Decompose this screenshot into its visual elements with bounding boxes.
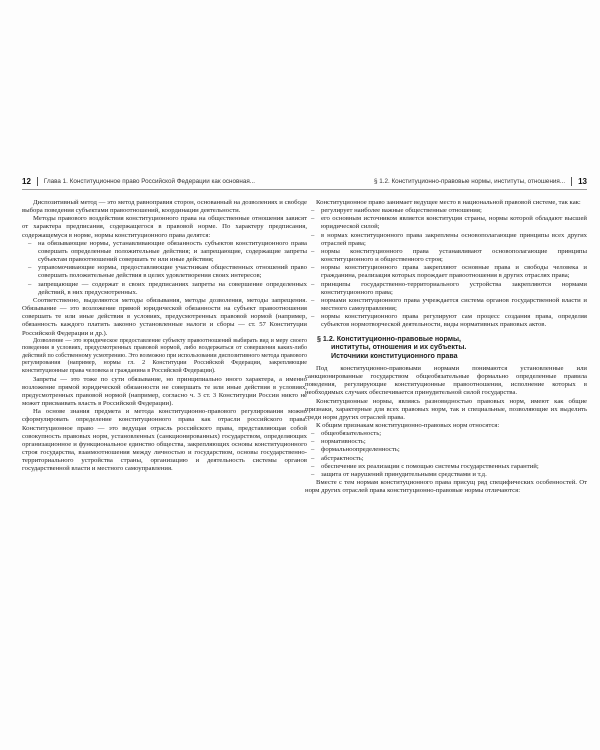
list-dash: – <box>28 239 32 247</box>
list-item <box>311 438 587 446</box>
list-dash: – <box>311 438 315 446</box>
section-heading-line: § 1.2. Конституционно-правовые нормы, <box>317 334 461 343</box>
list-item <box>311 248 587 264</box>
list-item <box>311 430 587 438</box>
paragraph: Соответственно, выделяются методы обязывания, методы дозволения, методы запрещения. Обязывание — это возложение прямой юридической обязанности на субъект правоотношения совершать те или иные действия в условиях, предусмотренных правовой нормой (например, обязанность каждого платить законно установленные налоги и сборы — ст. 57 Конституции Российской Федерации и др.). <box>22 296 307 337</box>
list-item-text: формальноопределенность; <box>321 446 400 454</box>
paragraph: Методы правового воздействия конституционного права на общественные отношения зависят от характера предписания, содержащегося в правовой норме. По характеру предписания, содержащемуся в норме, нормы конституционного права делятся: <box>22 215 307 239</box>
list-item <box>28 264 307 280</box>
running-head-left <box>22 176 307 190</box>
list-item-text: его основным источником является конституция страны, нормы которой обладают высшей юридической силой; <box>321 215 587 231</box>
list-item <box>311 313 587 329</box>
list-dash: – <box>311 470 315 478</box>
list-dash: – <box>311 430 315 438</box>
left-page <box>22 176 307 474</box>
list-item-text: защита от нарушений принудительными средствами и т.д. <box>321 470 487 478</box>
list-item <box>311 471 587 479</box>
list-dash: – <box>311 280 315 288</box>
paragraph: Под конституционно-правовыми нормами понимаются установленные или санкционированные государством общеобязательные формально определенные правила поведения, регулирующие конституционные правоотношения, исполнение которых в необходимых случаях обеспечивается принудительной силой государства. <box>305 364 587 397</box>
list-item-text: нормативность; <box>321 438 366 446</box>
list-dash: – <box>311 231 315 239</box>
paragraph: Диспозитивный метод — это метод равноправия сторон, основанный на дозволениях и свободе выбора поведения субъектами правоотношений, координации деятельности. <box>22 199 307 215</box>
paragraph: На основе знания предмета и метода конституционно-правового регулирования можно сформулировать определение конституционного права как отрасли российского права. Конституционное право — это ведущая отрасль российского права, представляющая собой совокупность правовых норм, установленных (санкционированных) государством, определяющих организационное и функциональное единство общества, закрепляющих основы конституционного строя государства, взаимоотношения между личностью и государством, основы государственно-территориального устройства страны, организацию и деятельность системы органов государственной власти и местного самоуправления. <box>22 408 307 473</box>
list-item <box>311 446 587 454</box>
list-dash: – <box>311 454 315 462</box>
list-item-text: нормами конституционного права учреждается система органов государственной власти и местного самоуправления; <box>321 296 587 313</box>
list-item-text: принципы государственно-территориального устройства закрепляются нормами конституционного права; <box>321 280 587 296</box>
paragraph: Конституционные нормы, являясь разновидностью правовых норм, имеют как общие признаки, характерные для всех правовых норм, так и специальные, позволяющие их выделить среди норм других отраслей права. <box>305 397 587 421</box>
paragraph: Запреты — это тоже по сути обязывание, но принципиально иного характера, а именно возложение прямой юридической обязанности не совершать те или иные действия в условиях, предусмотренных правовой нормой (например, согласно ч. 3 ст. 3 Конституции России никто не может присваивать власть в Российской Федерации). <box>22 375 307 408</box>
list-item-text: на обязывающие нормы, устанавливающие обязанность субъектов конституционного права совершать определенные положительные действия; и запрещающие, содержащие запреты субъектам правоотношений совершать те или иные действия; <box>38 239 307 264</box>
list-item <box>311 463 587 471</box>
list-dash: – <box>28 264 32 272</box>
right-page <box>305 176 587 495</box>
list-item-text: управомочивающие нормы, предоставляющие участникам общественных отношений право совершать положительные действия в целях удовлетворения своих интересов; <box>38 264 307 280</box>
list-item-text: обеспечение их реализации с помощью системы государственных гарантий; <box>321 462 539 470</box>
section-heading-line: институты, отношения и их субъекты. <box>331 343 467 352</box>
list-item <box>311 297 587 313</box>
list-dash: – <box>311 207 315 215</box>
list-item-text: регулирует наиболее важные общественные отношения; <box>321 207 482 215</box>
right-page-text <box>305 199 587 495</box>
list-dash: – <box>311 215 315 223</box>
list-dash: – <box>311 462 315 470</box>
running-head-right <box>305 176 587 190</box>
list-item <box>311 281 587 297</box>
list-item-text: нормы конституционного права закрепляют основные права и свободы человека и гражданина, реализация которых порождает правоотношения в других отраслях права; <box>321 264 587 280</box>
running-head-left-text: Глава 1. Конституционное право Российской Федерации как основная... <box>43 178 255 185</box>
list-dash: – <box>311 264 315 272</box>
running-head-right-text: § 1.2. Конституционно-правовые нормы, институты, отношения... <box>373 178 566 185</box>
running-head-divider <box>571 177 572 186</box>
list-item <box>311 207 587 215</box>
list-item <box>311 264 587 280</box>
list-item-text: нормы конституционного права регулируют сам процесс создания права, определяя субъектов нормотворческой деятельности, виды нормативных правовых актов. <box>321 313 587 329</box>
list-dash: – <box>311 313 315 321</box>
section-heading <box>305 335 587 361</box>
left-page-text <box>22 199 307 474</box>
section-heading-line: Источники конституционного права <box>331 352 458 361</box>
list-item-text: нормы конституционного права устанавливают основополагающие принципы конституционного и общественного строя; <box>321 247 587 264</box>
list-item-text: абстрактность; <box>321 454 364 462</box>
list-item-text: общеобязательность; <box>321 430 382 438</box>
list-item <box>28 240 307 264</box>
paragraph: Конституционное право занимает ведущее место в национальной правовой системе, так как: <box>316 199 581 206</box>
list-item-text: запрещающие — содержат в своих предписаниях запреты на совершение определенных действий, в них предусмотренных. <box>38 280 307 296</box>
list-dash: – <box>311 296 315 304</box>
list-item-text: в нормах конституционного права закреплены основополагающие принципы всех других отраслей права; <box>321 231 587 247</box>
running-head-divider <box>37 177 38 186</box>
list-dash: – <box>28 280 32 288</box>
paragraph: Вместе с тем нормам конституционного права присущ ряд специфических особенностей. От норм других отраслей права конституционно-правовые нормы отличаются: <box>305 479 587 495</box>
list-dash: – <box>311 247 315 255</box>
paragraph: К общим признакам конституционно-правовых норм относятся: <box>316 421 500 429</box>
paragraph: Дозволение — это юридическое предоставление субъекту правоотношений выбирать вид и меру своего поведения в условиях, предусмотренных правовой нормой, либо воздержаться от совершения каких-либо действий по собственному усмотрению. Это возможно при использовании диспозитивного метода правового регулирования (например, нормы гл. 2 Конституции Российской Федерации, закрепляющие конституционные права человека и гражданина в Российской Федерации). <box>22 337 307 375</box>
page-number-left: 12 <box>22 177 31 186</box>
list-item <box>311 455 587 463</box>
list-item <box>311 232 587 248</box>
list-dash: – <box>311 446 315 454</box>
list-item <box>28 281 307 297</box>
list-item <box>311 215 587 231</box>
page-number-right: 13 <box>578 177 587 186</box>
